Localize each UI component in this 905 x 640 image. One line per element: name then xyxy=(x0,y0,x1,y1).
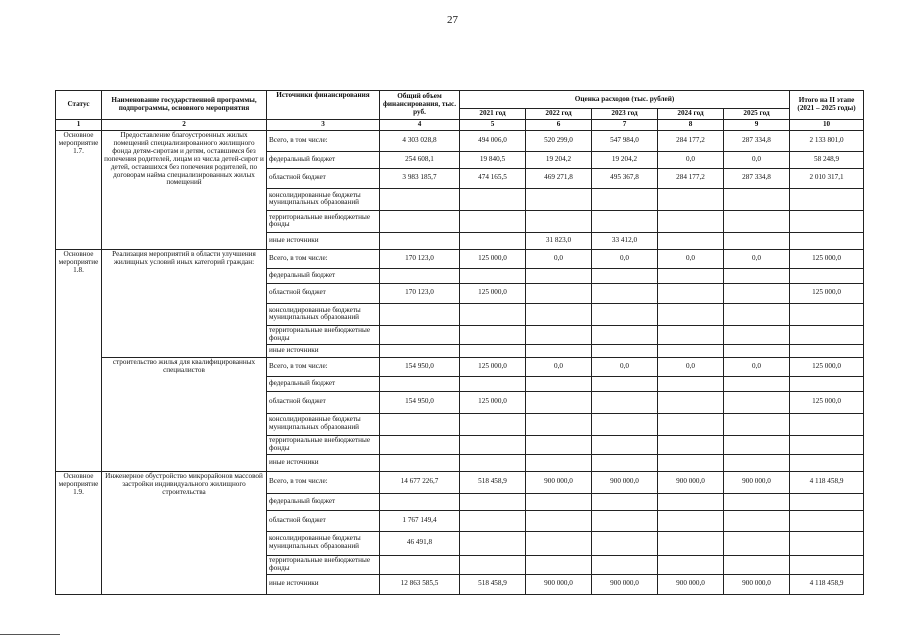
header-year: 2025 год xyxy=(724,109,790,120)
value-cell-total: 254 608,1 xyxy=(380,151,460,168)
value-cell-y2021: 494 006,0 xyxy=(460,130,526,151)
column-number: 6 xyxy=(526,120,592,131)
source-cell: территориальные внебюджетные фонды xyxy=(267,210,380,232)
value-cell-y2024 xyxy=(658,510,724,531)
value-cell-stage xyxy=(790,344,864,357)
value-cell-stage: 125 000,0 xyxy=(790,249,864,268)
column-number: 2 xyxy=(102,120,267,131)
value-cell-y2025: 0,0 xyxy=(724,357,790,376)
value-cell-y2022 xyxy=(526,344,592,357)
header-status: Статус xyxy=(56,91,102,120)
value-cell-y2025 xyxy=(724,531,790,555)
value-cell-y2024 xyxy=(658,376,724,391)
value-cell-y2022: 0,0 xyxy=(526,357,592,376)
value-cell-y2023 xyxy=(592,555,658,574)
value-cell-y2023: 900 000,0 xyxy=(592,574,658,594)
value-cell-y2025 xyxy=(724,232,790,249)
header-stage-total: Итого на II этапе (2021 – 2025 годы) xyxy=(790,91,864,120)
column-number: 4 xyxy=(380,120,460,131)
source-cell: консолидированные бюджеты муниципальных образований xyxy=(267,188,380,210)
value-cell-total: 12 863 585,5 xyxy=(380,574,460,594)
source-cell: иные источники xyxy=(267,454,380,471)
value-cell-y2025: 0,0 xyxy=(724,249,790,268)
column-number: 9 xyxy=(724,120,790,131)
value-cell-y2021 xyxy=(460,325,526,344)
value-cell-y2024: 0,0 xyxy=(658,357,724,376)
value-cell-y2022 xyxy=(526,435,592,454)
value-cell-y2023 xyxy=(592,435,658,454)
value-cell-y2025: 900 000,0 xyxy=(724,574,790,594)
value-cell-stage xyxy=(790,232,864,249)
value-cell-y2024 xyxy=(658,493,724,510)
value-cell-total xyxy=(380,325,460,344)
value-cell-total: 1 767 149,4 xyxy=(380,510,460,531)
value-cell-y2024 xyxy=(658,413,724,435)
column-number: 7 xyxy=(592,120,658,131)
event-name-cell: Инженерное обустройство микрорайонов массовой застройки индивидуального жилищного строительства xyxy=(102,471,267,594)
header-total: Общий объем финансирования, тыс. руб. xyxy=(380,91,460,120)
value-cell-y2023 xyxy=(592,303,658,325)
value-cell-y2025 xyxy=(724,435,790,454)
value-cell-y2021 xyxy=(460,413,526,435)
value-cell-stage: 58 248,9 xyxy=(790,151,864,168)
value-cell-stage: 125 000,0 xyxy=(790,283,864,303)
source-cell: областной бюджет xyxy=(267,168,380,188)
value-cell-y2021 xyxy=(460,435,526,454)
footnote-rule xyxy=(0,634,60,635)
value-cell-stage xyxy=(790,210,864,232)
column-number: 8 xyxy=(658,120,724,131)
value-cell-stage xyxy=(790,454,864,471)
event-status-cell: Основное мероприятие 1.9. xyxy=(56,471,102,594)
value-cell-stage: 4 118 458,9 xyxy=(790,574,864,594)
value-cell-y2024 xyxy=(658,454,724,471)
source-cell: областной бюджет xyxy=(267,391,380,413)
column-number: 3 xyxy=(267,120,380,131)
source-cell: Всего, в том числе: xyxy=(267,249,380,268)
value-cell-stage xyxy=(790,188,864,210)
value-cell-y2025 xyxy=(724,188,790,210)
value-cell-y2023 xyxy=(592,391,658,413)
value-cell-y2022 xyxy=(526,325,592,344)
value-cell-y2024 xyxy=(658,325,724,344)
value-cell-y2022 xyxy=(526,210,592,232)
value-cell-y2021: 125 000,0 xyxy=(460,357,526,376)
value-cell-y2021 xyxy=(460,531,526,555)
page-number: 27 xyxy=(447,14,458,26)
value-cell-y2025 xyxy=(724,391,790,413)
value-cell-y2022: 0,0 xyxy=(526,249,592,268)
value-cell-y2021: 518 458,9 xyxy=(460,574,526,594)
value-cell-y2021 xyxy=(460,454,526,471)
value-cell-y2024: 900 000,0 xyxy=(658,574,724,594)
value-cell-y2023: 900 000,0 xyxy=(592,471,658,493)
value-cell-y2025 xyxy=(724,555,790,574)
value-cell-y2023: 19 204,2 xyxy=(592,151,658,168)
financing-table xyxy=(55,90,864,595)
event-subitem-name-cell: строительство жилья для квалифицированных специалистов xyxy=(102,357,267,471)
value-cell-y2023 xyxy=(592,325,658,344)
value-cell-y2022 xyxy=(526,413,592,435)
value-cell-total xyxy=(380,303,460,325)
value-cell-y2025: 900 000,0 xyxy=(724,471,790,493)
source-cell: иные источники xyxy=(267,574,380,594)
value-cell-y2023 xyxy=(592,283,658,303)
value-cell-stage xyxy=(790,376,864,391)
value-cell-y2025 xyxy=(724,493,790,510)
value-cell-y2024: 900 000,0 xyxy=(658,471,724,493)
value-cell-y2022 xyxy=(526,268,592,283)
source-cell: Всего, в том числе: xyxy=(267,357,380,376)
value-cell-y2021: 19 840,5 xyxy=(460,151,526,168)
value-cell-y2021: 125 000,0 xyxy=(460,249,526,268)
source-cell: иные источники xyxy=(267,344,380,357)
column-number: 10 xyxy=(790,120,864,131)
event-name-cell: Реализация мероприятий в области улучшения жилищных условий иных категорий граждан: xyxy=(102,249,267,357)
value-cell-y2023: 33 412,0 xyxy=(592,232,658,249)
value-cell-y2023 xyxy=(592,413,658,435)
value-cell-y2024 xyxy=(658,210,724,232)
value-cell-y2023 xyxy=(592,268,658,283)
value-cell-y2021 xyxy=(460,344,526,357)
source-cell: федеральный бюджет xyxy=(267,376,380,391)
value-cell-y2021 xyxy=(460,493,526,510)
value-cell-y2022 xyxy=(526,303,592,325)
value-cell-y2024 xyxy=(658,232,724,249)
table-body xyxy=(56,130,864,594)
value-cell-y2023 xyxy=(592,376,658,391)
source-cell: иные источники xyxy=(267,232,380,249)
value-cell-total xyxy=(380,210,460,232)
value-cell-total: 3 983 185,7 xyxy=(380,168,460,188)
value-cell-y2024 xyxy=(658,344,724,357)
source-cell: консолидированные бюджеты муниципальных образований xyxy=(267,531,380,555)
value-cell-y2022: 520 299,0 xyxy=(526,130,592,151)
value-cell-y2025 xyxy=(724,268,790,283)
source-cell: федеральный бюджет xyxy=(267,151,380,168)
value-cell-y2023: 547 984,0 xyxy=(592,130,658,151)
value-cell-y2021 xyxy=(460,303,526,325)
value-cell-y2025 xyxy=(724,510,790,531)
value-cell-y2022 xyxy=(526,188,592,210)
value-cell-y2021 xyxy=(460,232,526,249)
value-cell-y2022 xyxy=(526,555,592,574)
value-cell-y2021 xyxy=(460,510,526,531)
value-cell-stage xyxy=(790,493,864,510)
value-cell-y2023 xyxy=(592,454,658,471)
value-cell-stage: 2 010 317,1 xyxy=(790,168,864,188)
value-cell-stage xyxy=(790,413,864,435)
table-row xyxy=(56,249,864,268)
value-cell-y2023: 0,0 xyxy=(592,357,658,376)
value-cell-y2024 xyxy=(658,555,724,574)
event-status-cell: Основное мероприятие 1.7. xyxy=(56,130,102,249)
value-cell-y2021 xyxy=(460,555,526,574)
value-cell-y2024: 284 177,2 xyxy=(658,130,724,151)
value-cell-y2025 xyxy=(724,344,790,357)
source-cell: территориальные внебюджетные фонды xyxy=(267,435,380,454)
value-cell-y2022 xyxy=(526,391,592,413)
value-cell-stage: 125 000,0 xyxy=(790,357,864,376)
value-cell-y2023: 0,0 xyxy=(592,249,658,268)
value-cell-stage xyxy=(790,303,864,325)
value-cell-y2023 xyxy=(592,210,658,232)
value-cell-total: 170 123,0 xyxy=(380,283,460,303)
source-cell: территориальные внебюджетные фонды xyxy=(267,555,380,574)
value-cell-y2022 xyxy=(526,531,592,555)
value-cell-stage xyxy=(790,531,864,555)
value-cell-y2022 xyxy=(526,283,592,303)
value-cell-y2021 xyxy=(460,210,526,232)
value-cell-y2021 xyxy=(460,188,526,210)
source-cell: консолидированные бюджеты муниципальных образований xyxy=(267,413,380,435)
value-cell-y2024 xyxy=(658,435,724,454)
source-cell: консолидированные бюджеты муниципальных образований xyxy=(267,303,380,325)
value-cell-y2024 xyxy=(658,303,724,325)
value-cell-y2025: 0,0 xyxy=(724,151,790,168)
value-cell-total xyxy=(380,268,460,283)
column-number: 5 xyxy=(460,120,526,131)
value-cell-y2022: 900 000,0 xyxy=(526,574,592,594)
value-cell-y2025 xyxy=(724,413,790,435)
value-cell-y2025 xyxy=(724,454,790,471)
source-cell: федеральный бюджет xyxy=(267,493,380,510)
header-name: Наименование государственной программы, подпрограммы, основного мероприятия xyxy=(102,91,267,120)
value-cell-y2024 xyxy=(658,391,724,413)
value-cell-total xyxy=(380,344,460,357)
value-cell-total: 154 950,0 xyxy=(380,391,460,413)
table-row xyxy=(56,471,864,493)
source-cell: Всего, в том числе: xyxy=(267,471,380,493)
value-cell-total xyxy=(380,493,460,510)
value-cell-y2021 xyxy=(460,268,526,283)
value-cell-y2025: 287 334,8 xyxy=(724,168,790,188)
header-estimate: Оценка расходов (тыс. рублей) xyxy=(460,91,790,109)
value-cell-y2024: 284 177,2 xyxy=(658,168,724,188)
value-cell-total: 4 303 028,8 xyxy=(380,130,460,151)
value-cell-y2025 xyxy=(724,325,790,344)
value-cell-y2024 xyxy=(658,188,724,210)
value-cell-y2023 xyxy=(592,531,658,555)
value-cell-stage: 125 000,0 xyxy=(790,391,864,413)
value-cell-total xyxy=(380,413,460,435)
value-cell-y2021 xyxy=(460,376,526,391)
value-cell-stage xyxy=(790,555,864,574)
value-cell-y2025 xyxy=(724,283,790,303)
value-cell-y2023 xyxy=(592,493,658,510)
value-cell-y2024 xyxy=(658,531,724,555)
value-cell-y2024 xyxy=(658,268,724,283)
source-cell: территориальные внебюджетные фонды xyxy=(267,325,380,344)
header-year: 2022 год xyxy=(526,109,592,120)
value-cell-y2023: 495 367,8 xyxy=(592,168,658,188)
value-cell-y2023 xyxy=(592,188,658,210)
header-year: 2023 год xyxy=(592,109,658,120)
value-cell-total: 154 950,0 xyxy=(380,357,460,376)
value-cell-y2022: 19 204,2 xyxy=(526,151,592,168)
value-cell-stage xyxy=(790,510,864,531)
value-cell-y2024: 0,0 xyxy=(658,151,724,168)
value-cell-total: 170 123,0 xyxy=(380,249,460,268)
value-cell-total xyxy=(380,435,460,454)
column-number: 1 xyxy=(56,120,102,131)
source-cell: областной бюджет xyxy=(267,510,380,531)
value-cell-y2021: 518 458,9 xyxy=(460,471,526,493)
value-cell-y2022: 469 271,8 xyxy=(526,168,592,188)
header-year: 2021 год xyxy=(460,109,526,120)
value-cell-y2022 xyxy=(526,376,592,391)
value-cell-y2024 xyxy=(658,283,724,303)
value-cell-total xyxy=(380,188,460,210)
event-status-cell: Основное мероприятие 1.8. xyxy=(56,249,102,471)
value-cell-total xyxy=(380,376,460,391)
source-cell: областной бюджет xyxy=(267,283,380,303)
value-cell-total xyxy=(380,555,460,574)
source-cell: федеральный бюджет xyxy=(267,268,380,283)
value-cell-y2021: 125 000,0 xyxy=(460,391,526,413)
value-cell-total: 14 677 226,7 xyxy=(380,471,460,493)
source-cell: Всего, в том числе: xyxy=(267,130,380,151)
value-cell-y2022 xyxy=(526,510,592,531)
value-cell-y2023 xyxy=(592,344,658,357)
value-cell-y2025 xyxy=(724,210,790,232)
value-cell-y2022 xyxy=(526,493,592,510)
header-sources: Источники финансирования xyxy=(267,91,380,120)
value-cell-stage xyxy=(790,325,864,344)
value-cell-stage xyxy=(790,435,864,454)
value-cell-y2022: 900 000,0 xyxy=(526,471,592,493)
value-cell-stage xyxy=(790,268,864,283)
value-cell-y2025 xyxy=(724,303,790,325)
value-cell-total: 46 491,8 xyxy=(380,531,460,555)
value-cell-y2022: 31 823,0 xyxy=(526,232,592,249)
value-cell-y2025: 287 334,8 xyxy=(724,130,790,151)
value-cell-y2021: 474 165,5 xyxy=(460,168,526,188)
value-cell-y2022 xyxy=(526,454,592,471)
header-year: 2024 год xyxy=(658,109,724,120)
value-cell-stage: 4 118 458,9 xyxy=(790,471,864,493)
value-cell-y2025 xyxy=(724,376,790,391)
value-cell-total xyxy=(380,454,460,471)
event-name-cell: Предоставление благоустроенных жилых помещений специализированного жилищного фонда детям-сиротам и детям, оставшимся без попечения родителей, лицам из числа детей-сирот и детей, оставшихся без попечения родителей, по договорам найма специализированных жилых помещений xyxy=(102,130,267,249)
value-cell-y2021: 125 000,0 xyxy=(460,283,526,303)
table-row xyxy=(56,357,864,376)
value-cell-y2023 xyxy=(592,510,658,531)
value-cell-y2024: 0,0 xyxy=(658,249,724,268)
table-row xyxy=(56,130,864,151)
value-cell-stage: 2 133 801,0 xyxy=(790,130,864,151)
value-cell-total xyxy=(380,232,460,249)
